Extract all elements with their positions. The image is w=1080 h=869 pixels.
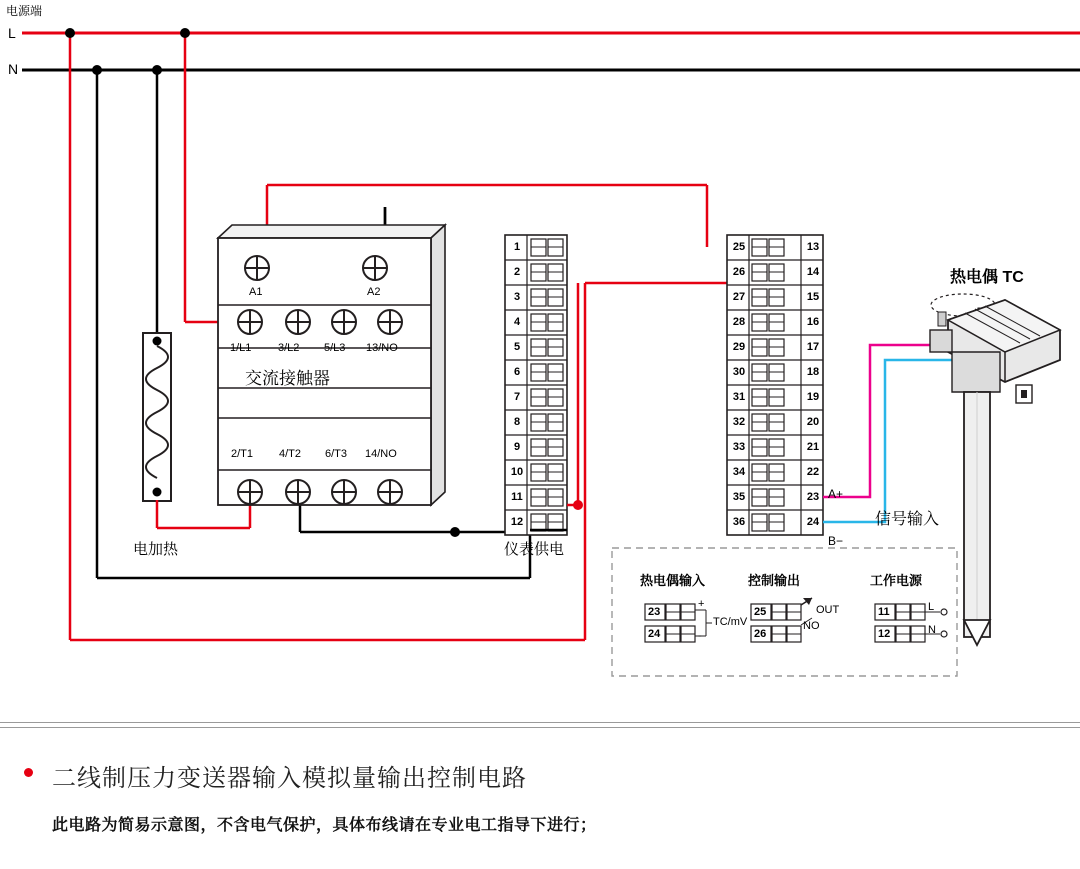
b-minus-label: B− xyxy=(828,534,844,548)
legend-term-23: 23 xyxy=(648,606,661,618)
legend-term-11: 11 xyxy=(878,606,890,618)
terminal-26: 26 xyxy=(732,266,746,278)
legend-term-12: 12 xyxy=(878,628,891,640)
terminal-21: 21 xyxy=(806,441,820,453)
terminal-22: 22 xyxy=(806,466,820,478)
terminal-13: 13 xyxy=(806,241,820,253)
terminal-32: 32 xyxy=(732,416,746,428)
terminal-14: 14 xyxy=(806,266,820,278)
terminal-25: 25 xyxy=(732,241,746,253)
terminal-3: 3 xyxy=(513,291,521,303)
line-l-label: L xyxy=(8,25,16,41)
thermocouple-device xyxy=(930,294,1060,645)
bullet-dot xyxy=(24,768,33,777)
terminal-8: 8 xyxy=(513,416,521,428)
terminal-35: 35 xyxy=(732,491,746,503)
a-plus-label: A+ xyxy=(828,487,844,501)
contactor-terminal-14no: 14/NO xyxy=(365,448,397,460)
terminal-29: 29 xyxy=(732,341,746,353)
legend-sign-l: L xyxy=(928,601,935,613)
terminal-19: 19 xyxy=(806,391,820,403)
caption-subtitle: 此电路为简易示意图，不含电气保护，具体布线请在专业电工指导下进行； xyxy=(52,817,597,834)
terminal-23: 23 xyxy=(806,491,820,503)
legend-sign-minus: - xyxy=(698,630,702,642)
caption-title: 二线制压力变送器输入模拟量输出控制电路 xyxy=(52,765,527,792)
contactor-terminal-4t2: 4/T2 xyxy=(279,448,302,460)
contactor-terminal-13no: 13/NO xyxy=(366,342,398,354)
instrument-power-label: 仪表供电 xyxy=(504,541,565,558)
legend-sign-no: NO xyxy=(803,620,820,632)
legend-term-26: 26 xyxy=(754,628,767,640)
terminal-1: 1 xyxy=(513,241,521,253)
terminal-11: 11 xyxy=(511,491,523,503)
legend-term-25: 25 xyxy=(754,606,767,618)
legend-title-control-output: 控制输出 xyxy=(748,573,801,588)
terminal-15: 15 xyxy=(806,291,820,303)
power-source-label: 电源端 xyxy=(6,4,43,18)
terminal-6: 6 xyxy=(513,366,521,378)
contactor-terminal-6t3: 6/T3 xyxy=(325,448,348,460)
contactor-terminal-3l2: 3/L2 xyxy=(278,342,300,354)
divider-bottom xyxy=(0,727,1080,728)
contactor-terminal-1l1: 1/L1 xyxy=(230,342,252,354)
contactor-terminal-5l3: 5/L3 xyxy=(324,342,346,354)
terminal-18: 18 xyxy=(806,366,820,378)
legend-sign-n: N xyxy=(928,624,936,636)
terminal-20: 20 xyxy=(806,416,820,428)
legend-title-tc-input: 热电偶输入 xyxy=(640,573,706,588)
terminal-24: 24 xyxy=(806,516,820,528)
legend-note-out: OUT xyxy=(816,604,840,616)
terminal-4: 4 xyxy=(513,316,521,328)
terminal-2: 2 xyxy=(513,266,521,278)
legend-sign-plus: + xyxy=(698,598,705,610)
terminal-9: 9 xyxy=(513,441,521,453)
signal-input-label: 信号输入 xyxy=(875,511,940,528)
terminal-27: 27 xyxy=(732,291,746,303)
contactor-name-label: 交流接触器 xyxy=(245,369,330,388)
terminal-30: 30 xyxy=(732,366,746,378)
heater-label: 电加热 xyxy=(133,541,179,558)
line-n-label: N xyxy=(8,61,19,77)
terminal-36: 36 xyxy=(732,516,746,528)
terminal-17: 17 xyxy=(806,341,820,353)
terminal-33: 33 xyxy=(732,441,746,453)
terminal-34: 34 xyxy=(732,466,746,478)
contactor-terminal-a1: A1 xyxy=(249,286,263,298)
terminal-7: 7 xyxy=(513,391,521,403)
legend-term-24: 24 xyxy=(648,628,661,640)
thermocouple-label: 热电偶 TC xyxy=(950,269,1024,286)
terminal-12: 12 xyxy=(510,516,524,528)
terminal-16: 16 xyxy=(806,316,820,328)
terminal-5: 5 xyxy=(513,341,521,353)
divider-top xyxy=(0,722,1080,723)
terminal-10: 10 xyxy=(510,466,524,478)
legend-note-tcmv: TC/mV xyxy=(713,616,748,628)
contactor-terminal-2t1: 2/T1 xyxy=(231,448,254,460)
terminal-28: 28 xyxy=(732,316,746,328)
contactor-terminal-a2: A2 xyxy=(367,286,381,298)
terminal-31: 31 xyxy=(732,391,746,403)
legend-title-work-power: 工作电源 xyxy=(870,573,923,588)
